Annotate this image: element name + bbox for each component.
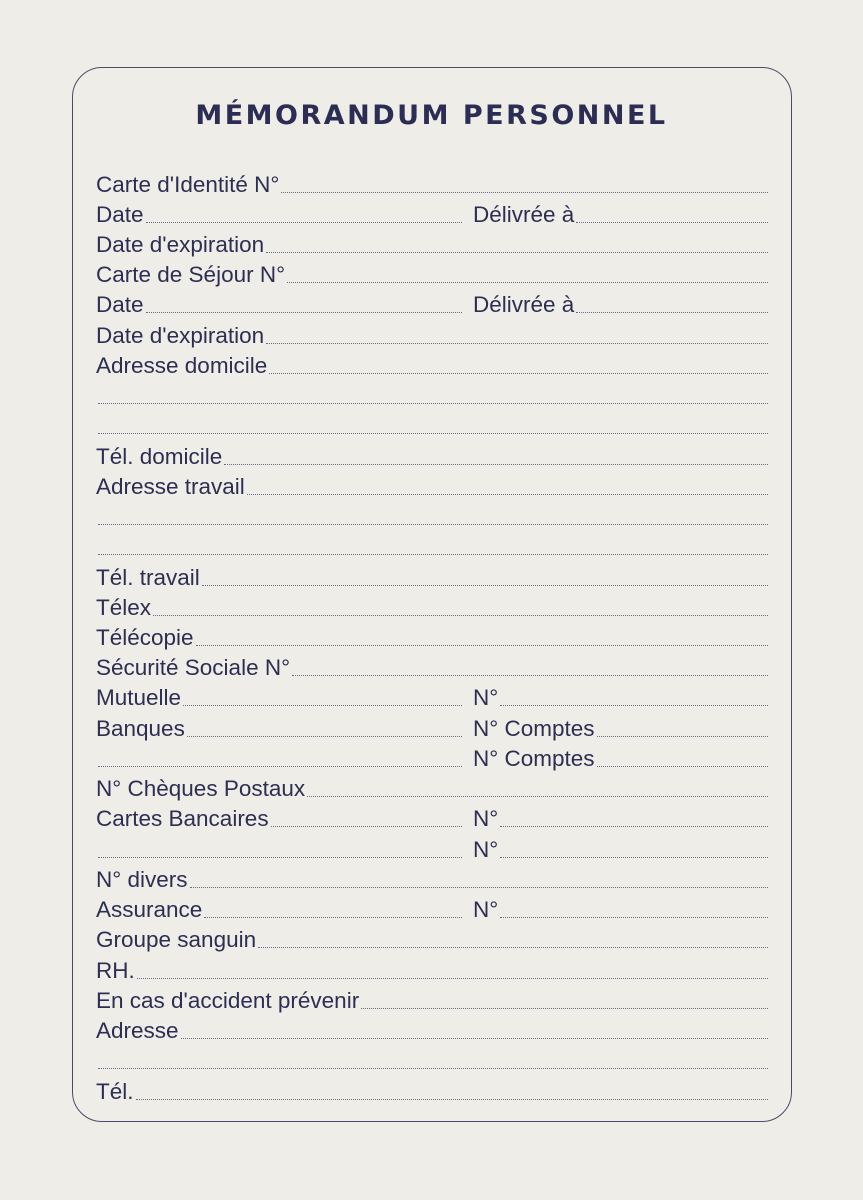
field-label: Banques <box>96 716 185 741</box>
tel-field[interactable] <box>96 1075 768 1105</box>
dotted-line[interactable] <box>181 1037 768 1039</box>
dotted-line[interactable] <box>307 795 768 797</box>
dotted-line[interactable] <box>271 825 462 827</box>
dotted-line[interactable] <box>202 584 768 586</box>
form-row <box>96 379 768 409</box>
form-row <box>96 1075 768 1105</box>
field-label: N° <box>473 837 499 862</box>
n-field[interactable] <box>473 802 768 832</box>
dotted-line[interactable] <box>576 311 768 313</box>
delivree-a-field[interactable] <box>473 198 768 228</box>
field-label: Adresse <box>96 1018 179 1043</box>
form-row <box>96 833 768 863</box>
form-row <box>96 561 768 591</box>
n-field[interactable] <box>473 893 768 923</box>
dotted-line[interactable] <box>204 916 462 918</box>
blank-field[interactable] <box>96 409 768 439</box>
dotted-line[interactable] <box>266 342 768 344</box>
form-row <box>96 863 768 893</box>
dotted-line[interactable] <box>98 523 768 525</box>
dotted-line[interactable] <box>500 825 768 827</box>
date-field[interactable] <box>96 288 462 318</box>
form-row <box>96 530 768 560</box>
dotted-line[interactable] <box>137 977 768 979</box>
form-row <box>96 984 768 1014</box>
dotted-line[interactable] <box>98 765 462 767</box>
form-row <box>96 681 768 711</box>
form-row <box>96 440 768 470</box>
field-label: Mutuelle <box>96 685 182 710</box>
field-label: Sécurité Sociale N° <box>96 655 291 680</box>
form-row <box>96 500 768 530</box>
form-row <box>96 591 768 621</box>
dotted-line[interactable] <box>98 1067 768 1069</box>
dotted-line[interactable] <box>269 372 768 374</box>
n-comptes-field[interactable] <box>473 742 768 772</box>
form-row <box>96 228 768 258</box>
dotted-line[interactable] <box>266 251 768 253</box>
form-row <box>96 349 768 379</box>
field-label: N° divers <box>96 867 188 892</box>
dotted-line[interactable] <box>146 311 462 313</box>
n-field[interactable] <box>473 833 768 863</box>
securite-sociale-n-field[interactable] <box>96 651 768 681</box>
form-row <box>96 954 768 984</box>
dotted-line[interactable] <box>98 432 768 434</box>
field-label: En cas d'accident prévenir <box>96 988 360 1013</box>
field-label: Tél. <box>96 1079 134 1104</box>
rh-field[interactable] <box>96 954 768 984</box>
field-label: Date <box>96 292 144 317</box>
field-label: Carte d'Identité N° <box>96 172 280 197</box>
telex-field[interactable] <box>96 591 768 621</box>
carte-de-sejour-n-field[interactable] <box>96 258 768 288</box>
field-label: Délivrée à <box>473 202 575 227</box>
form-row <box>96 198 768 228</box>
field-label: Assurance <box>96 897 203 922</box>
field-label: Date d'expiration <box>96 323 265 348</box>
form-row <box>96 923 768 953</box>
form-row <box>96 288 768 318</box>
field-label: Télécopie <box>96 625 194 650</box>
field-label: Cartes Bancaires <box>96 806 269 831</box>
dotted-line[interactable] <box>183 704 462 706</box>
adresse-field[interactable] <box>96 1014 768 1044</box>
field-label: Groupe sanguin <box>96 927 257 952</box>
telecopie-field[interactable] <box>96 621 768 651</box>
mutuelle-field[interactable] <box>96 681 462 711</box>
dotted-line[interactable] <box>187 735 462 737</box>
dotted-line[interactable] <box>196 644 768 646</box>
dotted-line[interactable] <box>190 886 768 888</box>
en-cas-d-accident-prevenir-field[interactable] <box>96 984 768 1014</box>
blank-field[interactable] <box>96 742 462 772</box>
dotted-line[interactable] <box>136 1098 768 1100</box>
form-row <box>96 772 768 802</box>
n-divers-field[interactable] <box>96 863 768 893</box>
form-row <box>96 742 768 772</box>
blank-field[interactable] <box>96 833 462 863</box>
tel-travail-field[interactable] <box>96 561 768 591</box>
form-row <box>96 893 768 923</box>
blank-field[interactable] <box>96 530 768 560</box>
cartes-bancaires-field[interactable] <box>96 802 462 832</box>
dotted-line[interactable] <box>500 856 768 858</box>
dotted-line[interactable] <box>292 674 768 676</box>
form-row <box>96 319 768 349</box>
field-label: N° <box>473 685 499 710</box>
assurance-field[interactable] <box>96 893 462 923</box>
tel-domicile-field[interactable] <box>96 440 768 470</box>
field-label: N° <box>473 806 499 831</box>
form-row <box>96 258 768 288</box>
adresse-domicile-field[interactable] <box>96 349 768 379</box>
dotted-line[interactable] <box>597 735 768 737</box>
dotted-line[interactable] <box>597 765 768 767</box>
banques-field[interactable] <box>96 712 462 742</box>
field-label: Tél. travail <box>96 565 200 590</box>
n-field[interactable] <box>473 681 768 711</box>
form-row <box>96 1044 768 1074</box>
field-label: Tél. domicile <box>96 444 223 469</box>
dotted-line[interactable] <box>247 493 768 495</box>
blank-field[interactable] <box>96 500 768 530</box>
blank-field[interactable] <box>96 379 768 409</box>
carte-d-identite-n-field[interactable] <box>96 168 768 198</box>
field-label: Adresse travail <box>96 474 245 499</box>
field-label: N° <box>473 897 499 922</box>
dotted-line[interactable] <box>98 553 768 555</box>
field-label: Télex <box>96 595 152 620</box>
form-row <box>96 409 768 439</box>
field-label: Date d'expiration <box>96 232 265 257</box>
adresse-travail-field[interactable] <box>96 470 768 500</box>
dotted-line[interactable] <box>153 614 768 616</box>
field-label: Carte de Séjour N° <box>96 262 286 287</box>
form-row <box>96 621 768 651</box>
dotted-line[interactable] <box>146 221 462 223</box>
date-field[interactable] <box>96 198 462 228</box>
date-d-expiration-field[interactable] <box>96 228 768 258</box>
form-row <box>96 802 768 832</box>
delivree-a-field[interactable] <box>473 288 768 318</box>
field-label: Délivrée à <box>473 292 575 317</box>
field-label: N° Comptes <box>473 716 595 741</box>
n-cheques-postaux-field[interactable] <box>96 772 768 802</box>
date-d-expiration-field[interactable] <box>96 319 768 349</box>
dotted-line[interactable] <box>361 1007 768 1009</box>
form-row <box>96 712 768 742</box>
blank-field[interactable] <box>96 1044 768 1074</box>
dotted-line[interactable] <box>500 704 768 706</box>
groupe-sanguin-field[interactable] <box>96 923 768 953</box>
dotted-line[interactable] <box>281 191 768 193</box>
page-title: MÉMORANDUM PERSONNEL <box>195 100 668 131</box>
form-row <box>96 470 768 500</box>
dotted-line[interactable] <box>258 946 768 948</box>
form-row <box>96 1014 768 1044</box>
dotted-line[interactable] <box>224 463 768 465</box>
dotted-line[interactable] <box>500 916 768 918</box>
n-comptes-field[interactable] <box>473 712 768 742</box>
dotted-line[interactable] <box>287 281 768 283</box>
field-label: Date <box>96 202 144 227</box>
field-label: RH. <box>96 958 135 983</box>
field-label: Adresse domicile <box>96 353 268 378</box>
form-row <box>96 168 768 198</box>
form-row <box>96 651 768 681</box>
dotted-line[interactable] <box>576 221 768 223</box>
dotted-line[interactable] <box>98 856 462 858</box>
field-label: N° Comptes <box>473 746 595 771</box>
field-label: N° Chèques Postaux <box>96 776 306 801</box>
dotted-line[interactable] <box>98 402 768 404</box>
